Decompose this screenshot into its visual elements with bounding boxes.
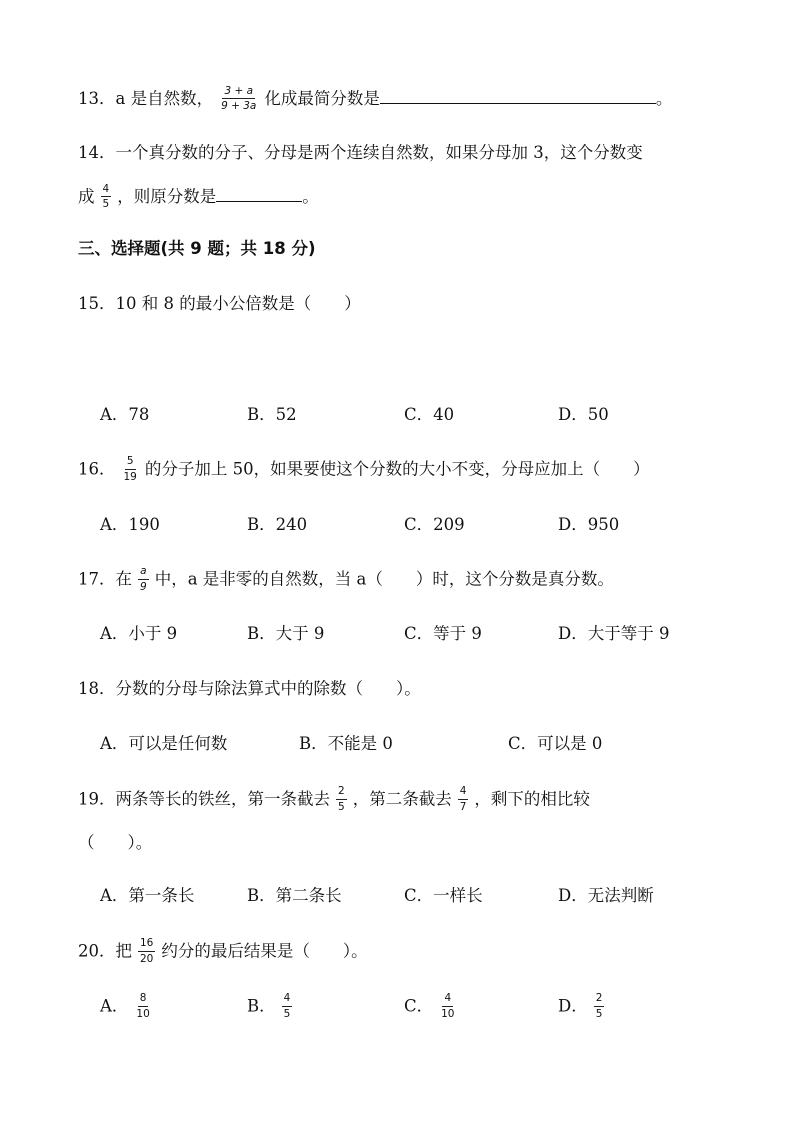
q14-end: 。 (302, 187, 319, 206)
q14-answer-blank[interactable] (216, 183, 302, 202)
q20-frac-num: 16 (138, 938, 155, 952)
q13-frac-num: 3 + a (222, 86, 255, 100)
q20-option-a-num: 8 (138, 993, 149, 1007)
q19-text-pre: 19．两条等长的铁丝，第一条截去 (78, 789, 330, 809)
q20-option-c[interactable] (404, 994, 463, 1020)
q15-option-c[interactable]: C．40 (404, 405, 455, 424)
q20-option-c-den: 10 (441, 1007, 455, 1020)
section-3-title: 三、选择题(共 9 题；共 18 分) (78, 239, 316, 258)
q18-option-c[interactable]: C．可以是 0 (508, 734, 603, 753)
q13-number: 13． (78, 89, 116, 108)
q14-fraction (101, 184, 112, 210)
q17-option-b[interactable]: B．大于 9 (247, 624, 325, 643)
q20-option-c-fraction (439, 993, 456, 1019)
q19-frac2-num: 4 (458, 786, 469, 800)
q15-option-b[interactable]: B．52 (247, 405, 297, 424)
q19-option-c[interactable]: C．一样长 (404, 886, 483, 905)
question-19-line2: （ ）。 (78, 833, 153, 852)
q20-fraction (138, 938, 155, 964)
q13-frac-den: 9 + 3a (221, 100, 257, 112)
q16-option-a[interactable]: A．190 (100, 515, 160, 534)
q13-fraction (219, 86, 258, 112)
q18-option-b[interactable]: B．不能是 0 (299, 734, 393, 753)
q14-frac-den: 5 (102, 198, 110, 210)
q19-fraction-1 (336, 786, 347, 812)
q20-option-b-den: 5 (283, 1007, 291, 1020)
q16-frac-den: 19 (123, 470, 137, 483)
q15-option-d[interactable]: D．50 (558, 405, 609, 424)
question-14-line2 (78, 183, 319, 211)
q19-text-mid: ，第二条截去 (352, 789, 452, 809)
q20-option-c-label: C． (404, 996, 434, 1016)
q13-text-post: 化成最简分数是 (264, 89, 380, 108)
q19-option-b[interactable]: B．第二条长 (247, 886, 342, 905)
q16-number: 16． (78, 459, 116, 479)
q20-option-d-fraction (594, 993, 605, 1019)
q17-frac-den: 9 (140, 580, 147, 593)
q20-option-b[interactable] (247, 994, 298, 1020)
q20-option-a-label: A． (100, 996, 129, 1016)
q19-text-post: ，剩下的相比较 (474, 789, 590, 809)
question-17 (78, 567, 614, 593)
q18-option-a[interactable]: A．可以是任何数 (100, 734, 228, 753)
q20-option-b-fraction (282, 993, 293, 1019)
q16-option-b[interactable]: B．240 (247, 515, 308, 534)
q19-fraction-2 (458, 786, 469, 812)
q20-option-b-num: 4 (282, 993, 293, 1007)
q20-option-a-den: 10 (136, 1007, 150, 1020)
q17-text-post: 中，a 是非零的自然数，当 a（ ）时，这个分数是真分数。 (154, 569, 614, 589)
q14-text-post: ，则原分数是 (117, 187, 217, 206)
q20-option-d-label: D． (558, 996, 588, 1016)
q17-text-pre: 17．在 (78, 569, 132, 589)
q16-frac-num: 5 (125, 456, 136, 470)
q20-text-post: 约分的最后结果是（ ）。 (161, 941, 368, 961)
q20-option-d-num: 2 (594, 993, 605, 1007)
question-15: 15．10 和 8 的最小公倍数是（ ） (78, 294, 361, 313)
question-18: 18．分数的分母与除法算式中的除数（ ）。 (78, 679, 421, 698)
q19-frac1-num: 2 (336, 786, 347, 800)
q19-frac1-den: 5 (338, 800, 345, 813)
question-16 (78, 457, 650, 483)
q16-text-post: 的分子加上 50，如果要使这个分数的大小不变，分母应加上（ ） (144, 459, 650, 479)
q17-frac-num: a (138, 566, 148, 580)
q14-frac-num: 4 (101, 184, 112, 198)
q17-option-d[interactable]: D．大于等于 9 (558, 624, 670, 643)
q16-fraction (122, 456, 139, 482)
q20-option-d[interactable] (558, 994, 610, 1020)
q20-option-d-den: 5 (595, 1007, 603, 1020)
q20-option-c-num: 4 (442, 993, 453, 1007)
q13-answer-blank[interactable] (380, 85, 656, 104)
q20-option-a[interactable] (100, 994, 158, 1020)
question-14-line1: 14．一个真分数的分子、分母是两个连续自然数，如果分母加 3，这个分数变 (78, 143, 643, 162)
q17-option-c[interactable]: C．等于 9 (404, 624, 482, 643)
q15-option-a[interactable]: A．78 (100, 405, 150, 424)
q17-option-a[interactable]: A．小于 9 (100, 624, 178, 643)
q17-fraction (138, 566, 149, 592)
q16-option-c[interactable]: C．209 (404, 515, 465, 534)
q20-option-b-label: B． (247, 996, 276, 1016)
q20-frac-den: 20 (140, 952, 154, 965)
q19-option-d[interactable]: D．无法判断 (558, 886, 654, 905)
question-19-line1 (78, 787, 590, 813)
q20-text-pre: 20．把 (78, 941, 132, 961)
q13-text-pre: a 是自然数， (115, 89, 214, 108)
question-20 (78, 939, 368, 965)
q20-option-a-fraction (134, 993, 151, 1019)
q13-end: 。 (655, 89, 673, 108)
q14-text-pre: 成 (78, 187, 95, 206)
q19-frac2-den: 7 (459, 800, 467, 813)
q19-option-a[interactable]: A．第一条长 (100, 886, 195, 905)
q16-option-d[interactable]: D．950 (558, 515, 620, 534)
question-13 (78, 85, 672, 113)
